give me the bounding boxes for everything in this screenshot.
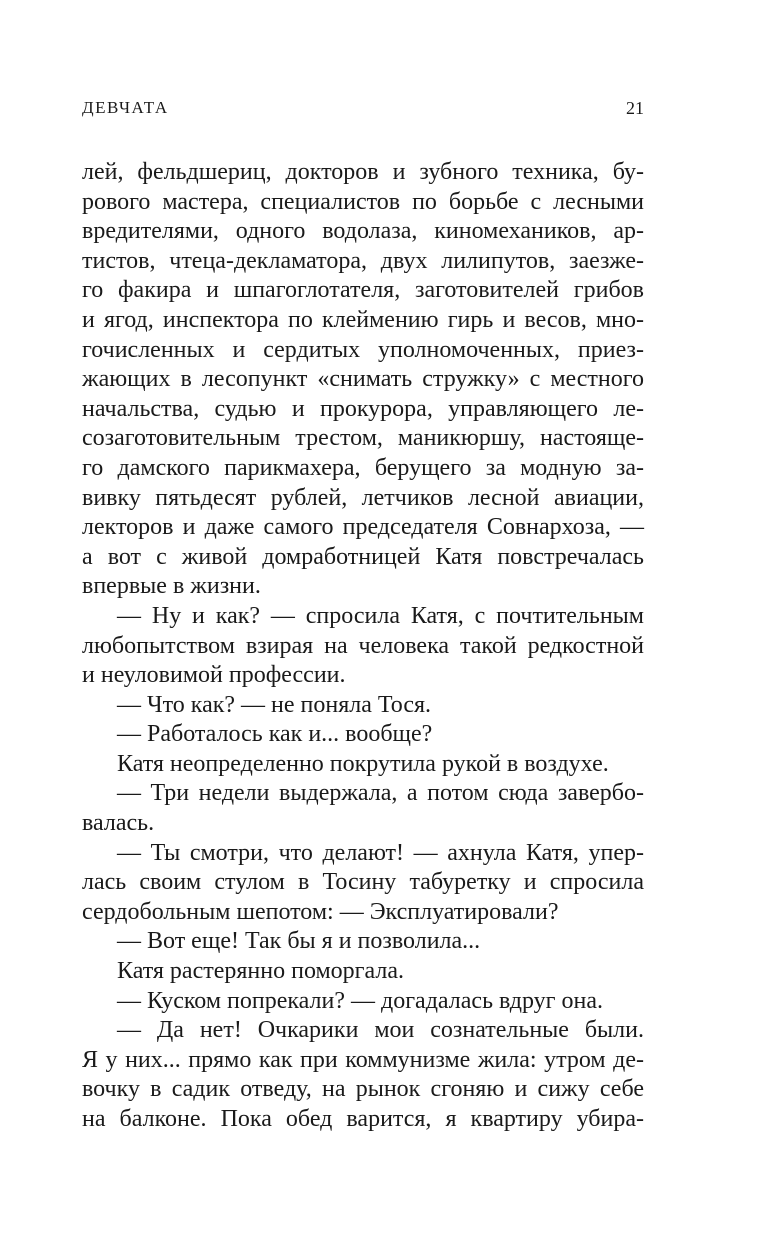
text-line: го факира и шпагоглотателя, заготовителей грибов — [82, 277, 644, 304]
text-line: — Что как? — не поняла Тося. — [117, 691, 432, 718]
text-line: Я у них... прямо как при коммунизме жила: утром де- — [82, 1046, 644, 1073]
text-line: лась своим стулом в Тосину табуретку и спросила — [82, 869, 644, 896]
text-line: тистов, чтеца-декламатора, двух лилипутов, заезже- — [82, 247, 644, 274]
text-line: го дамского парикмахера, берущего за модную за- — [82, 454, 644, 481]
text-line: лекторов и даже самого председателя Совнархоза, — — [82, 514, 644, 541]
text-line: — Ну и как? — спросила Катя, с почтительным — [117, 602, 644, 629]
text-line: впервые в жизни. — [82, 573, 261, 600]
text-line: валась. — [82, 810, 155, 837]
text-line: созаготовительным трестом, маникюршу, настояще- — [82, 425, 644, 452]
text-line: рового мастера, специалистов по борьбе с лесными — [82, 188, 644, 215]
text-line: — Работалось как и... вообще? — [117, 721, 433, 748]
text-line: гочисленных и сердитых уполномоченных, приез- — [82, 336, 644, 363]
text-line: сердобольным шепотом: — Эксплуатировали? — [82, 898, 559, 925]
running-title: ДЕВЧАТА — [82, 98, 169, 117]
text-line: — Ты смотри, что делают! — ахнула Катя, упер- — [117, 839, 644, 866]
body-text — [82, 158, 644, 1135]
text-line: на балконе. Пока обед варится, я квартиру убира- — [82, 1106, 644, 1132]
text-line: — Три недели выдержала, а потом сюда завербо- — [117, 780, 644, 807]
text-line: и неуловимой профессии. — [82, 662, 346, 689]
text-line: вивку пятьдесят рублей, летчиков лесной авиации, — [82, 484, 644, 511]
text-line: лей, фельдшериц, докторов и зубного техника, бу- — [82, 159, 644, 185]
text-line: — Вот еще! Так бы я и позволила... — [117, 928, 481, 955]
page-number: 21 — [626, 98, 644, 118]
text-line: — Куском попрекали? — догадалась вдруг она. — [117, 987, 603, 1014]
text-line: Катя неопределенно покрутила рукой в воздухе. — [117, 750, 609, 777]
text-line: любопытством взирая на человека такой редкостной — [82, 632, 644, 659]
text-line: вочку в садик отведу, на рынок сгоняю и сижу себе — [82, 1076, 644, 1103]
text-line: и ягод, инспектора по клеймению гирь и весов, мно- — [82, 306, 644, 333]
text-line: — Да нет! Очкарики мои сознательные были. — [117, 1017, 644, 1044]
text-line: Катя растерянно поморгала. — [117, 958, 405, 985]
text-line: а вот с живой домработницей Катя повстречалась — [82, 543, 644, 570]
text-line: жающих в лесопункт «снимать стружку» с местного — [82, 366, 644, 393]
text-line: вредителями, одного водолаза, киномехаников, ар- — [82, 218, 644, 245]
text-line: начальства, судью и прокурора, управляющего ле- — [82, 395, 644, 422]
